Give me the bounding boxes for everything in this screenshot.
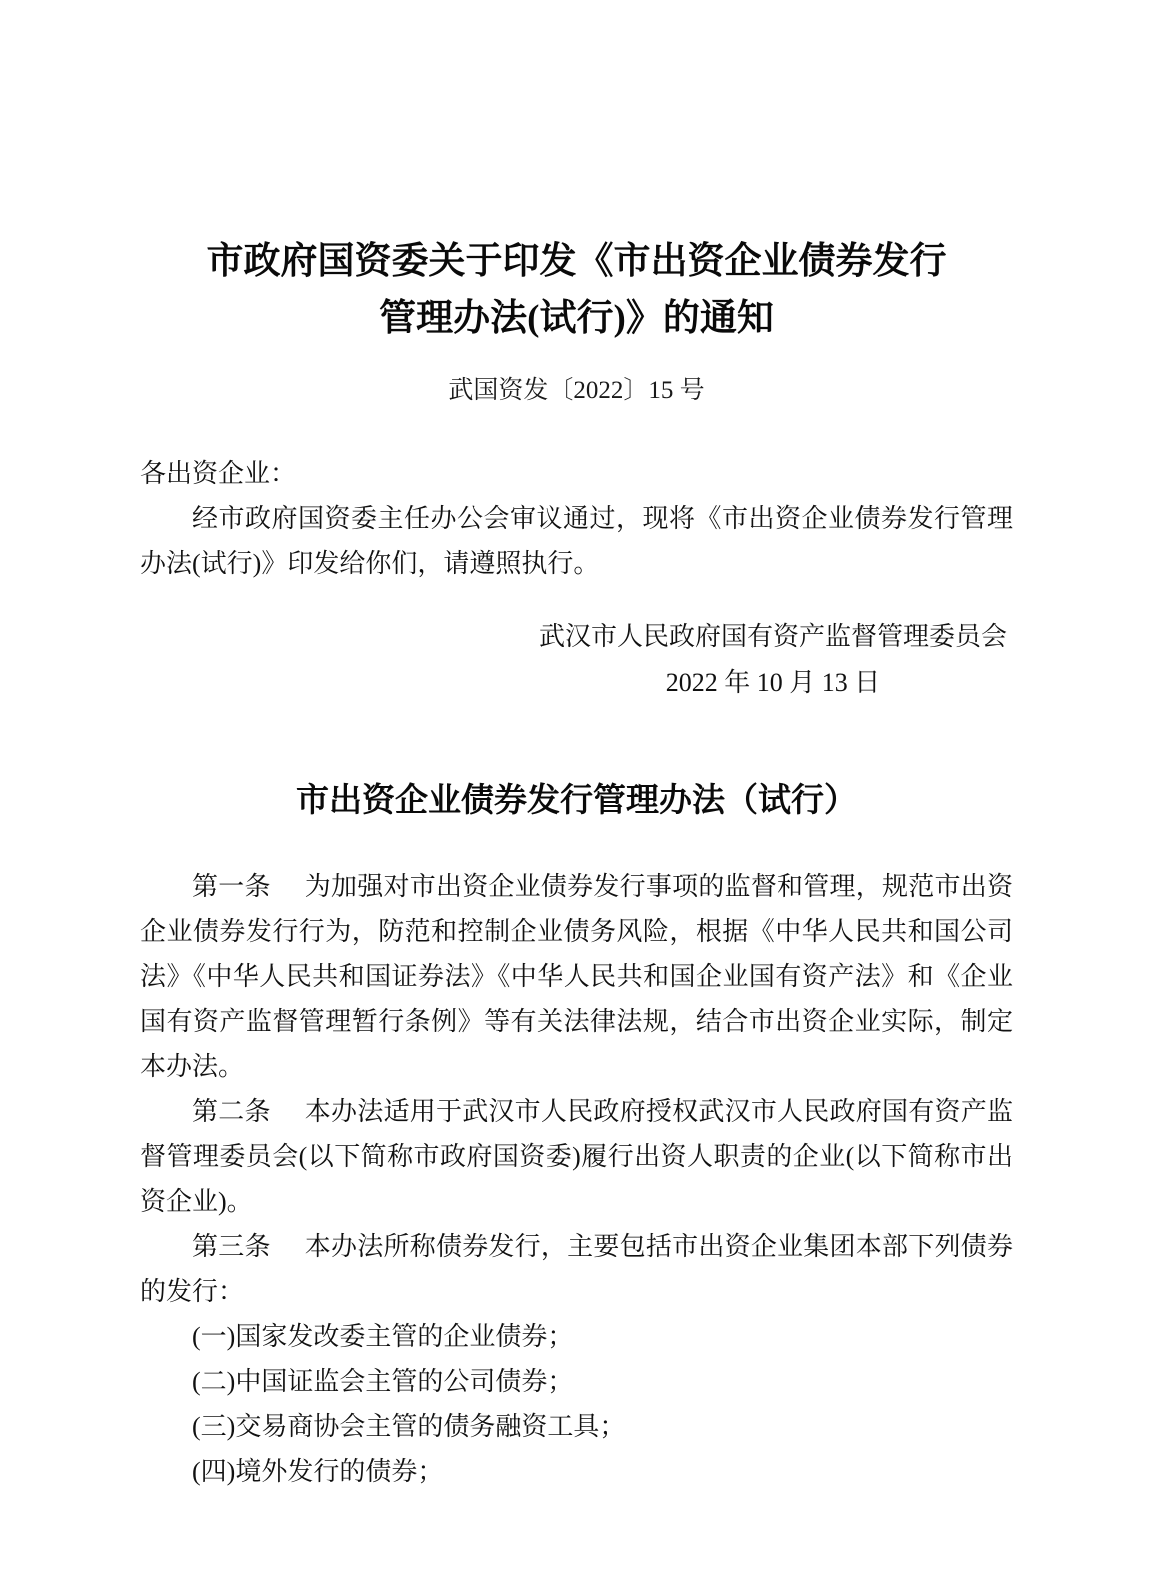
article-3-text: 本办法所称债券发行，主要包括市出资企业集团本部下列债券的发行： [140, 1232, 1013, 1306]
issue-date: 2022 年 10 月 13 日 [665, 668, 881, 697]
document-title-line1: 市政府国资委关于印发《市出资企业债券发行 [206, 241, 947, 282]
document-title-line2: 管理办法(试行)》的通知 [379, 298, 774, 339]
salutation: 各出资企业： [140, 459, 297, 488]
article-2 [140, 1089, 1013, 1224]
document-content [140, 0, 1013, 1494]
issuing-authority: 武汉市人民政府国有资产监督管理委员会 [538, 622, 1007, 651]
document-number: 武国资发〔2022〕15 号 [448, 377, 705, 404]
article-3-label: 第三条 [192, 1232, 271, 1261]
list-item-3: (三)交易商协会主管的债务融资工具； [192, 1412, 626, 1441]
list-item-2: (二)中国证监会主管的公司债券； [192, 1367, 574, 1396]
article-2-text: 本办法适用于武汉市人民政府授权武汉市人民政府国有资产监督管理委员会(以下简称市政府国资委)履行出资人职责的企业(以下简称市出资企业)。 [140, 1097, 1013, 1216]
signature-block [539, 614, 1007, 706]
intro-paragraph: 经市政府国资委主任办公会审议通过，现将《市出资企业债券发行管理办法(试行)》印发给你们，请遵照执行。 [140, 504, 1013, 578]
article-2-label: 第二条 [192, 1097, 271, 1126]
document-title [140, 233, 1013, 347]
regulation-articles [140, 864, 1013, 1494]
article-1-text: 为加强对市出资企业债券发行事项的监督和管理，规范市出资企业债券发行行为，防范和控制企业债务风险，根据《中华人民共和国公司法》《中华人民共和国证券法》《中华人民共和国企业国有资产法》和《企业国有资产监督管理暂行条例》等有关法律法规，结合市出资企业实际，制定本办法。 [140, 872, 1013, 1081]
article-3 [140, 1224, 1013, 1314]
list-item-1: (一)国家发改委主管的企业债券； [192, 1322, 574, 1351]
article-1 [140, 864, 1013, 1089]
regulation-title: 市出资企业债券发行管理办法（试行） [296, 783, 857, 819]
article-1-label: 第一条 [192, 872, 271, 901]
list-item-4: (四)境外发行的债券； [192, 1457, 444, 1486]
